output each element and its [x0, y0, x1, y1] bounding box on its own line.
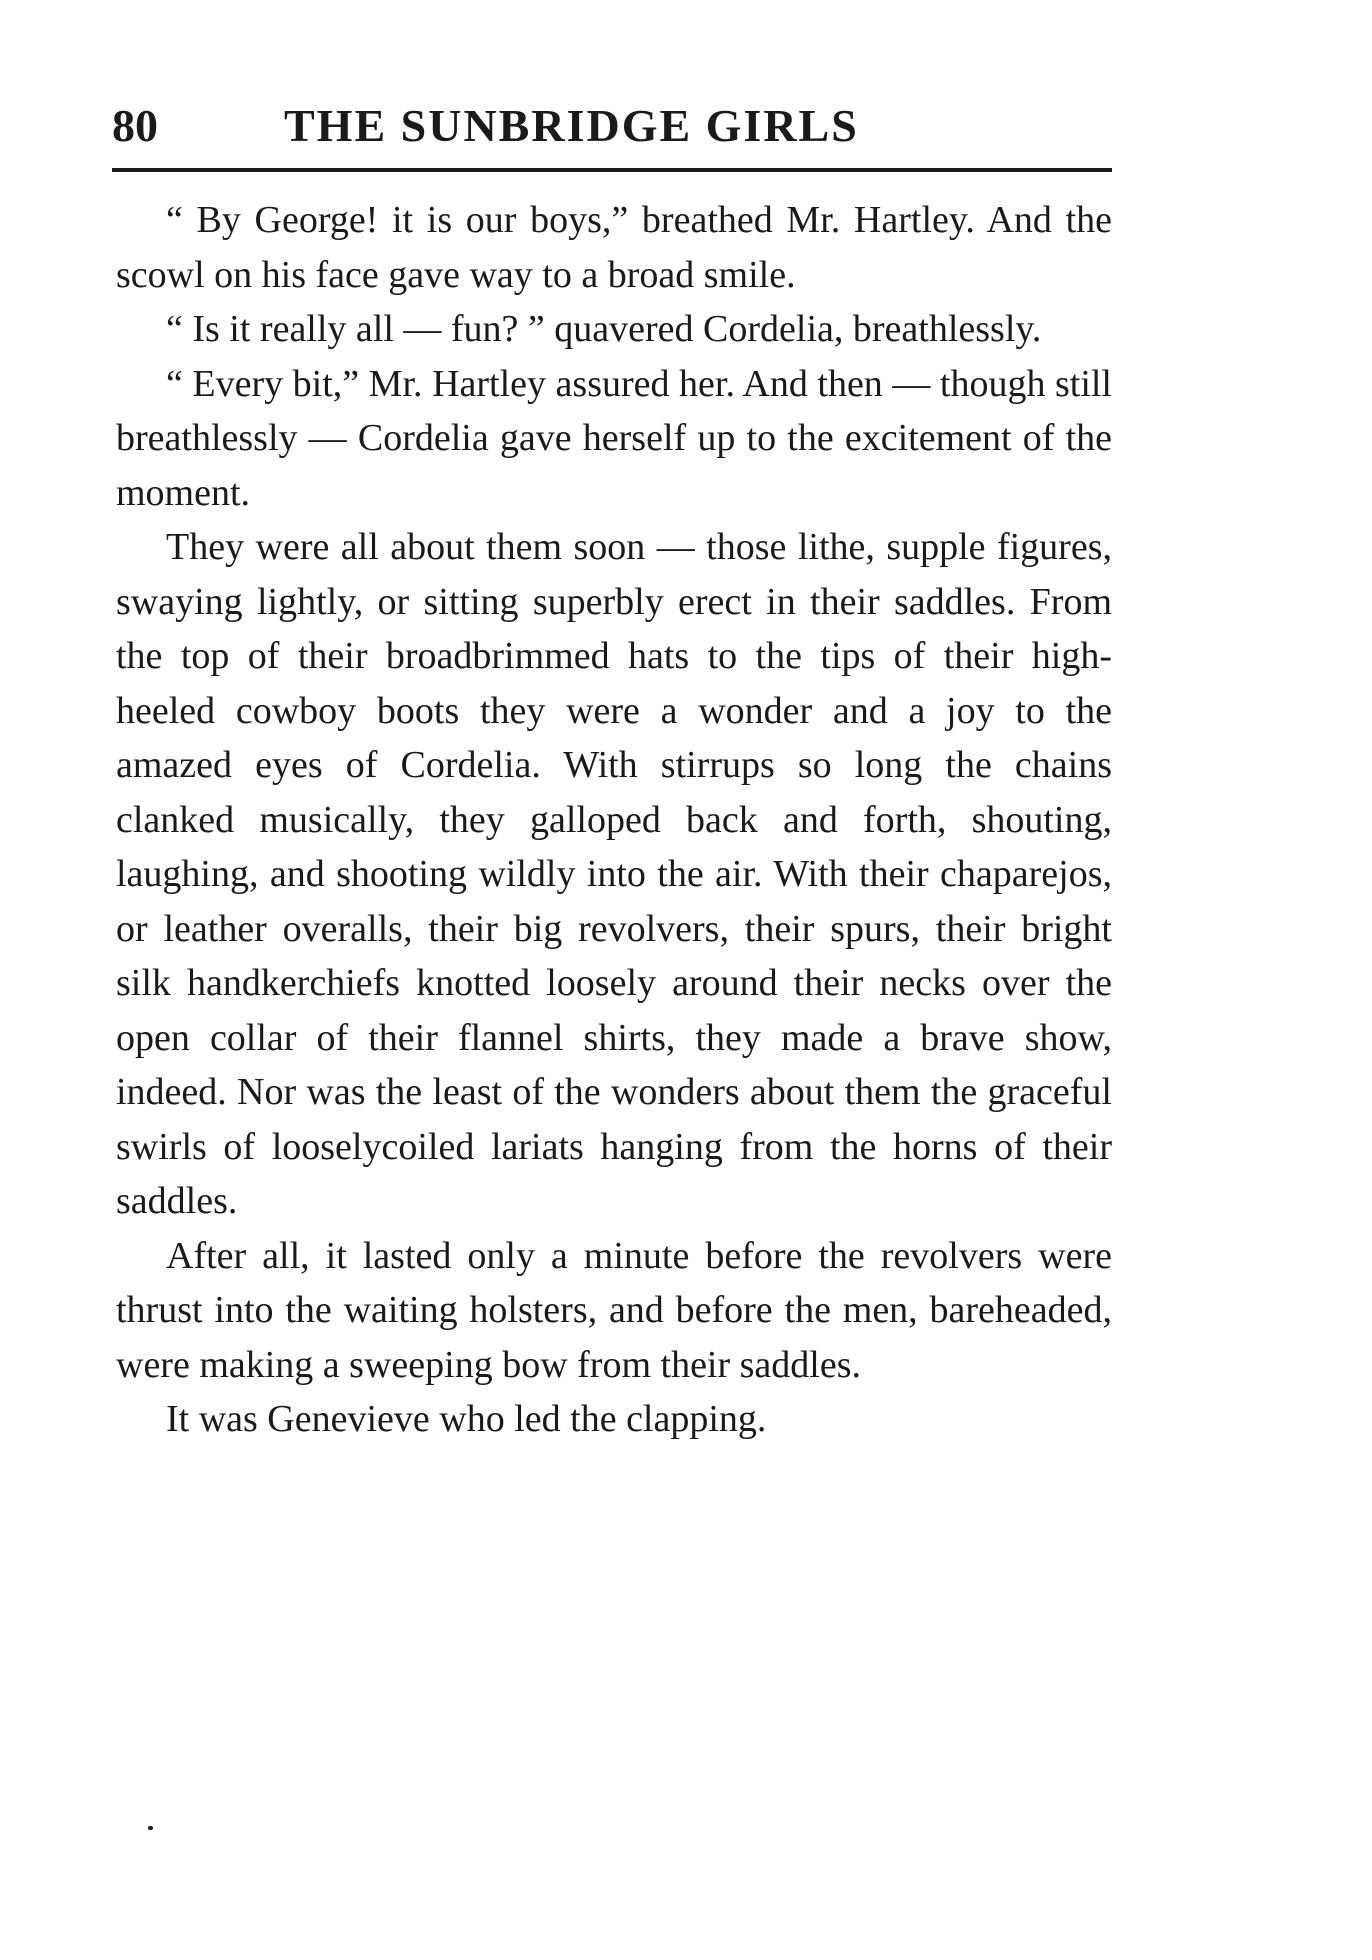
running-head: THE SUNBRIDGE GIRLS [284, 100, 859, 151]
print-speck [148, 1826, 153, 1830]
page-header [112, 96, 1112, 156]
paragraph: “ By George! it is our boys,” breathed Mr. Hartley. And the scowl on his face gave way to a broad smile. [116, 199, 1112, 296]
paragraph: It was Genevieve who led the clapping. [166, 1398, 767, 1440]
paragraph: They were all about them soon — those lithe, supple figures, swaying lightly, or sitting superbly erect in their saddles. From the top of their broadbrimmed hats to the tips of their high-heeled cowboy boots they were a wonder and a joy to the amazed eyes of Cordelia. With stirrups so long the chains clanked musically, they galloped back and forth, shouting, laughing, and shooting wildly into the air. With their chaparejos, or leather overalls, their big revolvers, their spurs, their bright silk handkerchiefs knotted loosely around their necks over the open collar of their flannel shirts, they made a brave show, indeed. Nor was the least of the wonders about them the graceful swirls of looselycoiled lariats hanging from the horns of their saddles. [116, 526, 1112, 1222]
header-rule [112, 168, 1112, 172]
paragraph: “ Is it really all — fun? ” quavered Cordelia, breathlessly. [166, 308, 1042, 350]
paragraph: After all, it lasted only a minute before the revolvers were thrust into the waiting holsters, and before the men, bareheaded, were making a sweeping bow from their saddles. [116, 1234, 1112, 1386]
paragraph: “ Every bit,” Mr. Hartley assured her. And then — though still breathlessly — Cordelia gave herself up to the excitement of the moment. [116, 362, 1112, 514]
body-text [116, 193, 1112, 1447]
page-number: 80 [112, 100, 158, 151]
